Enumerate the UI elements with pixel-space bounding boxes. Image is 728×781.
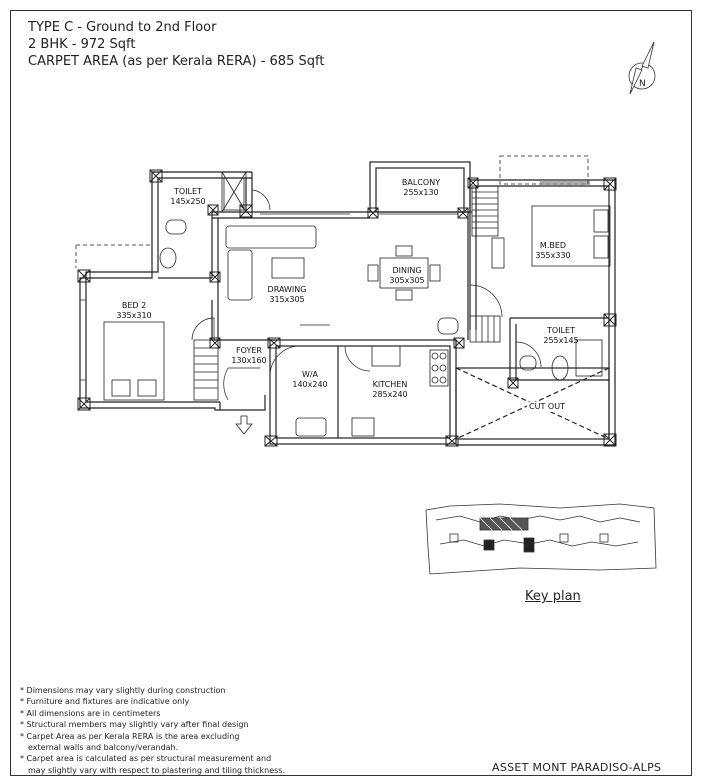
room-bed-2-name: BED 2 xyxy=(121,301,147,310)
room-dining xyxy=(389,266,424,286)
room-kitchen-name: KITCHEN xyxy=(372,380,408,389)
room-toilet-2-size: 255x145 xyxy=(543,336,579,345)
room-drawing-size: 315x305 xyxy=(269,295,305,304)
room-wa xyxy=(292,370,327,390)
north-label: N xyxy=(639,79,646,89)
room-kitchen xyxy=(372,380,407,400)
room-balcony-size: 255x130 xyxy=(403,188,439,197)
room-master-bed-size: 355x330 xyxy=(535,251,571,260)
room-bed-2 xyxy=(116,301,151,321)
room-foyer-size: 130x160 xyxy=(231,356,267,365)
room-dining-size: 305x305 xyxy=(389,276,425,285)
room-drawing xyxy=(268,285,307,305)
room-toilet-1 xyxy=(170,187,205,207)
bhk-area: 2 BHK - 972 Sqft xyxy=(28,37,136,52)
room-wa-name: W/A xyxy=(301,370,319,379)
room-foyer-name: FOYER xyxy=(236,346,262,355)
carpet-area: CARPET AREA (as per Kerala RERA) - 685 Sqft xyxy=(28,54,325,69)
room-balcony-name: BALCONY xyxy=(401,178,441,187)
note-item: * Carpet area is calculated as per structural measurement and xyxy=(20,754,272,764)
note-item: * Structural members may slightly vary after final design xyxy=(20,720,249,730)
note-item: may slightly vary with respect to plastering and tiling thickness. xyxy=(28,765,285,775)
note-item: external walls and balcony/verandah. xyxy=(28,743,179,753)
type-title: TYPE C - Ground to 2nd Floor xyxy=(28,20,217,35)
room-master-bed-name: M.BED xyxy=(539,241,567,250)
room-cut-out xyxy=(527,402,567,412)
key-plan-diagram xyxy=(420,498,660,578)
room-toilet-1-name: TOILET xyxy=(174,187,202,196)
note-item: * Dimensions may vary slightly during construction xyxy=(20,686,226,695)
room-cut-out-name: CUT OUT xyxy=(529,402,565,411)
room-wa-size: 140x240 xyxy=(292,380,328,389)
room-toilet-2 xyxy=(543,326,578,346)
room-balcony xyxy=(402,178,440,198)
room-drawing-name: DRAWING xyxy=(267,285,307,294)
note-item: * All dimensions are in centimeters xyxy=(20,708,161,718)
room-toilet-2-name: TOILET xyxy=(547,326,575,335)
room-kitchen-size: 285x240 xyxy=(372,390,408,399)
notes-list xyxy=(20,685,285,776)
room-foyer xyxy=(231,346,266,366)
key-plan-label: Key plan xyxy=(525,589,581,604)
room-bed-2-size: 335x310 xyxy=(116,311,152,320)
room-master-bed xyxy=(535,241,570,261)
room-toilet-1-size: 145x250 xyxy=(170,197,206,206)
note-item: * Carpet Area as per Kerala RERA is the area excluding xyxy=(20,731,240,741)
note-item: * Furniture and fixtures are indicative only xyxy=(20,697,190,707)
project-name: ASSET MONT PARADISO-ALPS xyxy=(492,761,662,774)
room-dining-name: DINING xyxy=(392,266,422,275)
